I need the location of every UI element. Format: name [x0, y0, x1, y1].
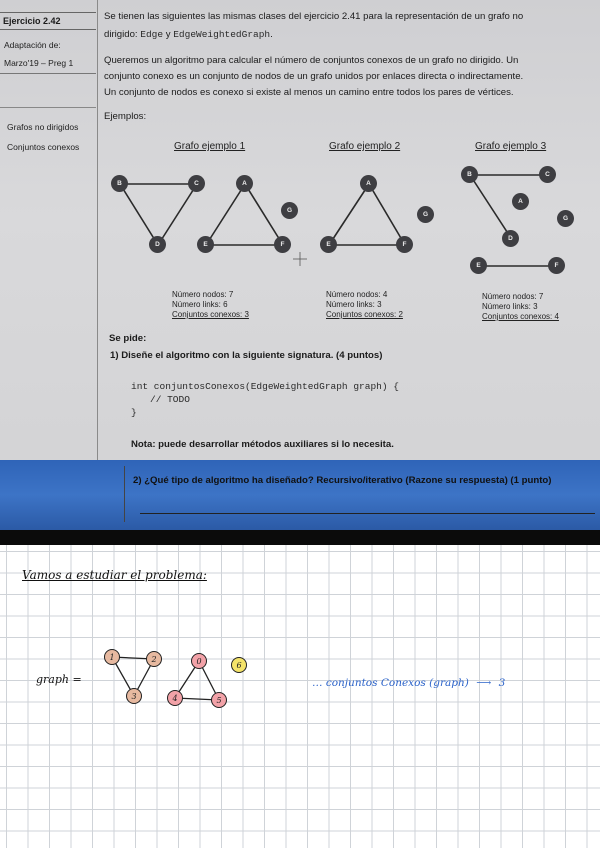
g3-node-d: D	[502, 230, 519, 247]
g3-node-g: G	[557, 210, 574, 227]
adaptation-source: Marzo'19 – Preg 1	[4, 58, 74, 68]
notes-graph-edges	[0, 545, 600, 848]
note-node-3: 3	[126, 688, 142, 704]
g1-node-d: D	[149, 236, 166, 253]
graph-2-stats: Número nodos: 4 Número links: 3 Conjuntos conexos: 2	[326, 290, 403, 319]
g2-node-a: A	[360, 175, 377, 192]
g2-node-f: F	[396, 236, 413, 253]
call-result: 3	[498, 677, 506, 689]
g1-node-g: G	[281, 202, 298, 219]
note-node-1: 1	[104, 649, 120, 665]
code-edgeweightedgraph: EdgeWeightedGraph	[173, 29, 271, 40]
graph-1-stats: Número nodos: 7 Número links: 6 Conjuntos conexos: 3	[172, 290, 249, 319]
code-todo: // TODO	[150, 394, 190, 405]
code-close-brace: }	[131, 407, 137, 418]
g3-node-f: F	[548, 257, 565, 274]
note-node-4: 4	[167, 690, 183, 706]
examples-label: Ejemplos:	[104, 111, 147, 122]
g2-node-g: G	[417, 206, 434, 223]
g3-edge-b-d	[470, 175, 511, 238]
paragraph-line-3: Un conjunto de nodos es conexo si existe al menos un camino entre todos los pares de vértices.	[104, 87, 514, 98]
g2-edge-a-e	[329, 184, 369, 245]
graph-label: graph =	[36, 673, 82, 686]
g3-node-a: A	[512, 193, 529, 210]
g1-edge-a-f	[245, 184, 283, 245]
code-edge: Edge	[140, 29, 164, 40]
g2-edge-a-f	[369, 184, 405, 245]
arrow-icon: ⟶	[476, 677, 492, 689]
answer-line	[140, 513, 595, 514]
note-node-6: 6	[231, 657, 247, 673]
g1-node-f: F	[274, 236, 291, 253]
g2-node-e: E	[320, 236, 337, 253]
g1-node-a: A	[236, 175, 253, 192]
call-text: … conjuntos Conexos (graph)	[312, 677, 469, 689]
notes-heading: Vamos a estudiar el problema:	[22, 568, 207, 582]
topic-undirected-graphs: Grafos no dirigidos	[7, 122, 79, 132]
g1-edge-c-d	[158, 184, 197, 245]
g1-edge-a-e	[206, 184, 245, 245]
se-pide-label: Se pide:	[109, 333, 147, 344]
code-signature: int conjuntosConexos(EdgeWeightedGraph graph) {	[131, 381, 399, 392]
function-call-note	[312, 677, 505, 689]
g1-node-e: E	[197, 236, 214, 253]
topic-connected-sets: Conjuntos conexos	[7, 142, 80, 152]
note-text: Nota: puede desarrollar métodos auxiliares si lo necesita.	[131, 439, 394, 450]
graph-1-title: Grafo ejemplo 1	[174, 141, 246, 152]
note-node-2: 2	[146, 651, 162, 667]
graph-3-stats: Número nodos: 7 Número links: 3 Conjuntos conexos: 4	[482, 292, 559, 321]
statement-line-1: Se tienen las siguientes las mismas clases del ejercicio 2.41 para la representación de un grafo no	[104, 11, 524, 22]
handwritten-notes	[0, 545, 600, 848]
graph-3-title: Grafo ejemplo 3	[475, 141, 547, 152]
paragraph-line-1: Queremos un algoritmo para calcular el número de conjuntos conexos de un grafo no dirigido. Un	[104, 55, 519, 66]
note-node-0: 0	[191, 653, 207, 669]
g1-node-c: C	[188, 175, 205, 192]
g1-edge-b-d	[120, 184, 158, 245]
statement-line-2: dirigido: Edge y EdgeWeightedGraph.	[104, 29, 273, 40]
note-node-5: 5	[211, 692, 227, 708]
g1-node-b: B	[111, 175, 128, 192]
g3-node-b: B	[461, 166, 478, 183]
exercise-id: Ejercicio 2.42	[0, 12, 96, 30]
paragraph-line-2: conjunto conexo es un conjunto de nodos de un grafo unidos por enlaces directa o indirectamente.	[104, 71, 524, 82]
g3-node-c: C	[539, 166, 556, 183]
question-1: 1) Diseñe el algoritmo con la siguiente signatura. (4 puntos)	[110, 350, 383, 361]
question-2: 2) ¿Qué tipo de algoritmo ha diseñado? Recursivo/iterativo (Razone su respuesta) (1 punto)	[133, 475, 552, 486]
g3-node-e: E	[470, 257, 487, 274]
adaptation-label: Adaptación de:	[4, 40, 61, 50]
graph-2-title: Grafo ejemplo 2	[329, 141, 401, 152]
photo-edge	[0, 530, 600, 545]
